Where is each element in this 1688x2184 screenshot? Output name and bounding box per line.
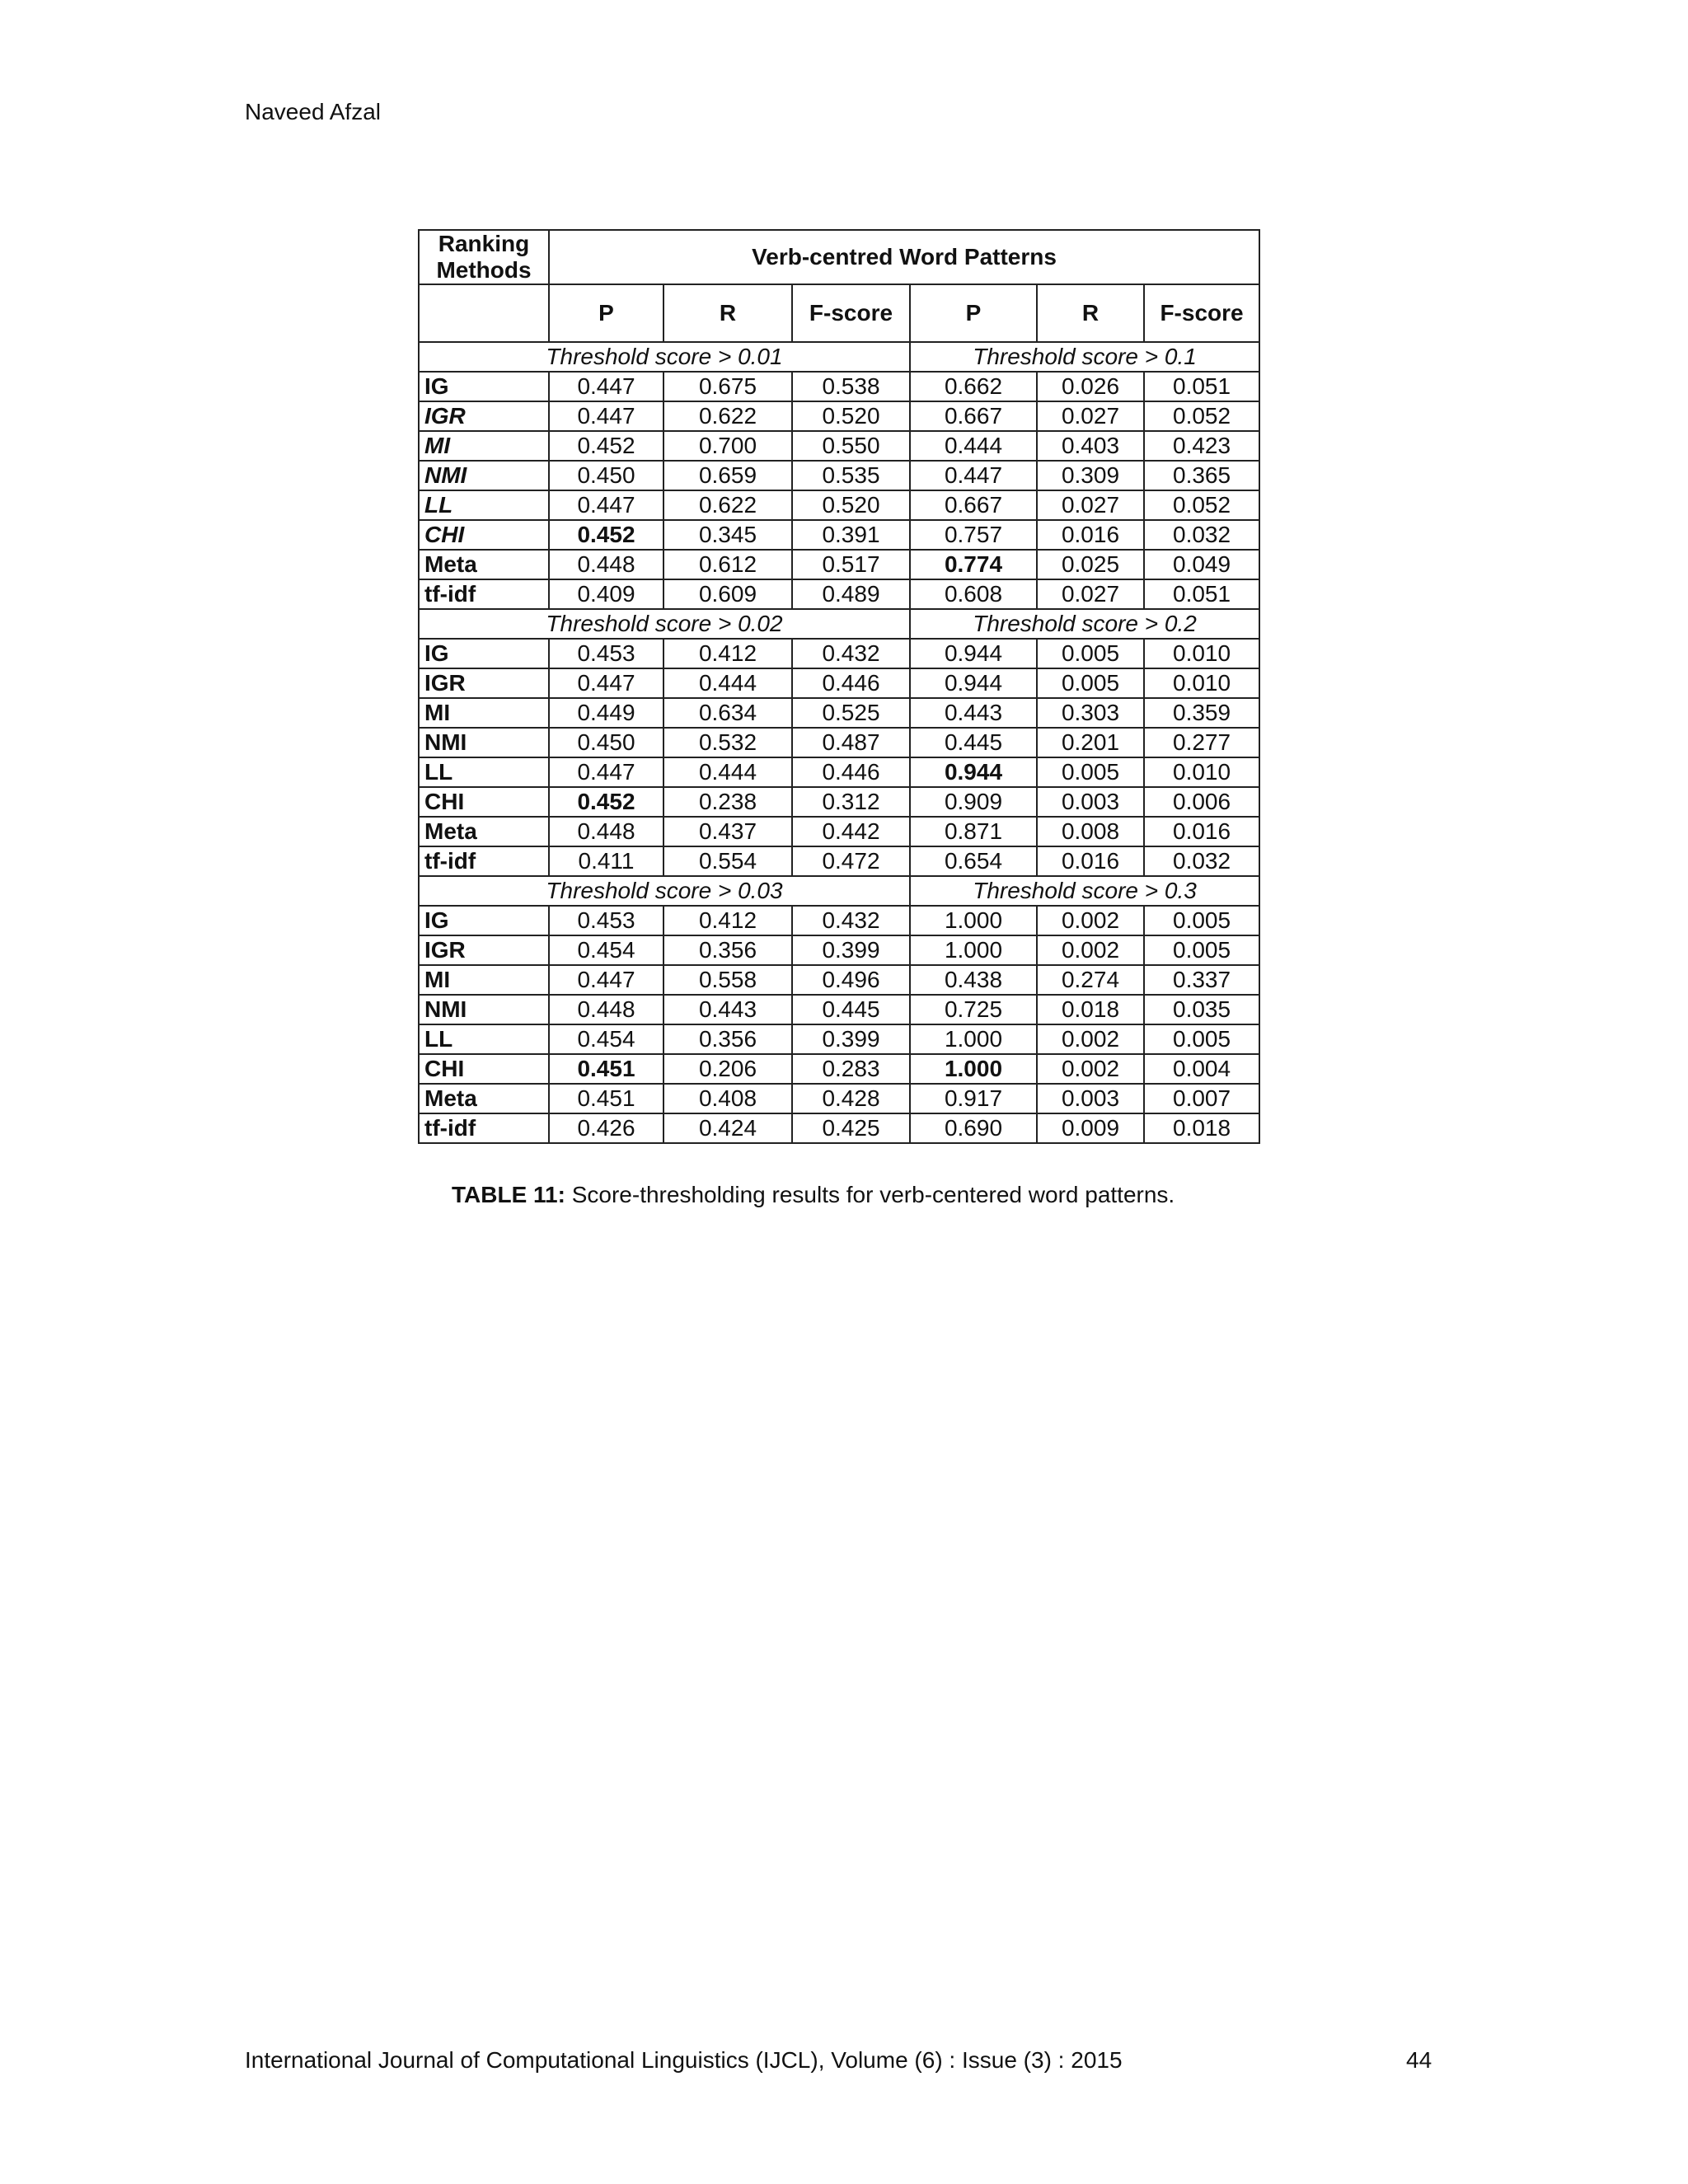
- value-cell: 0.424: [663, 1113, 792, 1143]
- value-cell: 0.428: [792, 1084, 910, 1113]
- value-cell: 0.052: [1144, 490, 1259, 520]
- value-cell: 0.450: [549, 728, 663, 757]
- value-cell: 0.051: [1144, 372, 1259, 401]
- value-cell: 0.007: [1144, 1084, 1259, 1113]
- value-cell: 0.003: [1037, 1084, 1144, 1113]
- value-cell: 0.274: [1037, 965, 1144, 995]
- value-cell: 0.454: [549, 1024, 663, 1054]
- value-cell: 0.449: [549, 698, 663, 728]
- value-cell: 0.027: [1037, 579, 1144, 609]
- value-cell: 0.423: [1144, 431, 1259, 461]
- value-cell: 0.437: [663, 817, 792, 846]
- value-cell: 0.391: [792, 520, 910, 550]
- value-cell: 0.025: [1037, 550, 1144, 579]
- table-row: [419, 728, 1259, 757]
- value-cell: 0.442: [792, 817, 910, 846]
- table-header-row-1: [419, 230, 1259, 284]
- method-cell: LL: [419, 490, 549, 520]
- table-row: [419, 965, 1259, 995]
- value-cell: 0.337: [1144, 965, 1259, 995]
- threshold-label-right: Threshold score > 0.2: [910, 609, 1259, 639]
- value-cell: 0.446: [792, 668, 910, 698]
- value-cell: 0.774: [910, 550, 1037, 579]
- subheader-r-2: R: [1037, 284, 1144, 342]
- value-cell: 0.443: [910, 698, 1037, 728]
- value-cell: 0.399: [792, 1024, 910, 1054]
- value-cell: 0.520: [792, 490, 910, 520]
- method-cell: IGR: [419, 668, 549, 698]
- value-cell: 0.452: [549, 520, 663, 550]
- value-cell: 0.004: [1144, 1054, 1259, 1084]
- value-cell: 0.447: [549, 490, 663, 520]
- value-cell: 1.000: [910, 1054, 1037, 1084]
- value-cell: 0.005: [1144, 1024, 1259, 1054]
- value-cell: 0.201: [1037, 728, 1144, 757]
- caption-text: Score-thresholding results for verb-centered word patterns.: [565, 1182, 1175, 1207]
- value-cell: 0.432: [792, 639, 910, 668]
- value-cell: 0.010: [1144, 639, 1259, 668]
- value-cell: 0.944: [910, 757, 1037, 787]
- value-cell: 0.049: [1144, 550, 1259, 579]
- value-cell: 0.016: [1144, 817, 1259, 846]
- value-cell: 0.003: [1037, 787, 1144, 817]
- value-cell: 0.409: [549, 579, 663, 609]
- value-cell: 0.917: [910, 1084, 1037, 1113]
- value-cell: 0.622: [663, 401, 792, 431]
- value-cell: 0.447: [549, 401, 663, 431]
- value-cell: 0.005: [1037, 757, 1144, 787]
- method-cell: NMI: [419, 995, 549, 1024]
- value-cell: 0.425: [792, 1113, 910, 1143]
- table-row: [419, 995, 1259, 1024]
- running-head: Naveed Afzal: [245, 99, 381, 124]
- value-cell: 0.016: [1037, 846, 1144, 876]
- value-cell: 0.448: [549, 550, 663, 579]
- method-cell: MI: [419, 431, 549, 461]
- method-cell: tf-idf: [419, 846, 549, 876]
- method-cell: IG: [419, 639, 549, 668]
- value-cell: 0.450: [549, 461, 663, 490]
- table-row: [419, 1113, 1259, 1143]
- table-row: [419, 1084, 1259, 1113]
- value-cell: 0.005: [1144, 935, 1259, 965]
- value-cell: 0.238: [663, 787, 792, 817]
- value-cell: 0.659: [663, 461, 792, 490]
- value-cell: 0.032: [1144, 846, 1259, 876]
- value-cell: 0.454: [549, 935, 663, 965]
- value-cell: 0.303: [1037, 698, 1144, 728]
- value-cell: 0.027: [1037, 401, 1144, 431]
- value-cell: 0.052: [1144, 401, 1259, 431]
- value-cell: 0.010: [1144, 757, 1259, 787]
- value-cell: 0.554: [663, 846, 792, 876]
- value-cell: 0.002: [1037, 906, 1144, 935]
- value-cell: 0.016: [1037, 520, 1144, 550]
- value-cell: 0.002: [1037, 935, 1144, 965]
- table-row: [419, 846, 1259, 876]
- value-cell: 0.432: [792, 906, 910, 935]
- value-cell: 0.312: [792, 787, 910, 817]
- value-cell: 0.444: [663, 668, 792, 698]
- table-row: [419, 461, 1259, 490]
- value-cell: 0.725: [910, 995, 1037, 1024]
- ranking-methods-header: Ranking Methods: [419, 230, 549, 284]
- table-row: [419, 906, 1259, 935]
- table-row: [419, 401, 1259, 431]
- method-cell: IGR: [419, 401, 549, 431]
- table-row: [419, 757, 1259, 787]
- value-cell: 0.550: [792, 431, 910, 461]
- table-row: [419, 817, 1259, 846]
- value-cell: 0.445: [910, 728, 1037, 757]
- value-cell: 0.447: [549, 965, 663, 995]
- value-cell: 0.452: [549, 787, 663, 817]
- journal-footer: International Journal of Computational Linguistics (IJCL), Volume (6) : Issue (3) : 2015: [245, 2047, 1123, 2073]
- value-cell: 0.448: [549, 817, 663, 846]
- value-cell: 0.472: [792, 846, 910, 876]
- empty-header-cell: [419, 284, 549, 342]
- value-cell: 0.446: [792, 757, 910, 787]
- table-row: [419, 668, 1259, 698]
- value-cell: 0.448: [549, 995, 663, 1024]
- table-row: [419, 431, 1259, 461]
- value-cell: 0.403: [1037, 431, 1144, 461]
- value-cell: 0.018: [1144, 1113, 1259, 1143]
- value-cell: 0.447: [549, 668, 663, 698]
- method-cell: MI: [419, 965, 549, 995]
- value-cell: 0.006: [1144, 787, 1259, 817]
- value-cell: 0.520: [792, 401, 910, 431]
- value-cell: 0.010: [1144, 668, 1259, 698]
- table-header-row-2: [419, 284, 1259, 342]
- value-cell: 0.453: [549, 639, 663, 668]
- value-cell: 0.634: [663, 698, 792, 728]
- value-cell: 0.426: [549, 1113, 663, 1143]
- table-row: [419, 490, 1259, 520]
- value-cell: 0.447: [549, 372, 663, 401]
- subheader-p-1: P: [549, 284, 663, 342]
- value-cell: 0.356: [663, 935, 792, 965]
- value-cell: 0.451: [549, 1084, 663, 1113]
- value-cell: 0.445: [792, 995, 910, 1024]
- method-cell: tf-idf: [419, 579, 549, 609]
- value-cell: 0.035: [1144, 995, 1259, 1024]
- value-cell: 0.535: [792, 461, 910, 490]
- value-cell: 0.447: [549, 757, 663, 787]
- value-cell: 0.525: [792, 698, 910, 728]
- value-cell: 0.356: [663, 1024, 792, 1054]
- value-cell: 0.002: [1037, 1054, 1144, 1084]
- method-cell: LL: [419, 757, 549, 787]
- value-cell: 0.447: [910, 461, 1037, 490]
- value-cell: 0.675: [663, 372, 792, 401]
- table-row: [419, 787, 1259, 817]
- table-row: [419, 1054, 1259, 1084]
- subheader-f-1: F-score: [792, 284, 910, 342]
- value-cell: 0.443: [663, 995, 792, 1024]
- table-row: [419, 639, 1259, 668]
- results-table: [418, 229, 1260, 1144]
- value-cell: 1.000: [910, 906, 1037, 935]
- value-cell: 0.451: [549, 1054, 663, 1084]
- value-cell: 0.558: [663, 965, 792, 995]
- subheader-r-1: R: [663, 284, 792, 342]
- table-row: [419, 1024, 1259, 1054]
- value-cell: 0.667: [910, 401, 1037, 431]
- caption-label: TABLE 11:: [452, 1182, 565, 1207]
- value-cell: 0.411: [549, 846, 663, 876]
- threshold-row: [419, 342, 1259, 372]
- value-cell: 0.438: [910, 965, 1037, 995]
- method-cell: NMI: [419, 728, 549, 757]
- value-cell: 0.944: [910, 639, 1037, 668]
- table-row: [419, 698, 1259, 728]
- value-cell: 0.002: [1037, 1024, 1144, 1054]
- table-row: [419, 579, 1259, 609]
- method-cell: Meta: [419, 817, 549, 846]
- value-cell: 0.018: [1037, 995, 1144, 1024]
- value-cell: 0.408: [663, 1084, 792, 1113]
- value-cell: 0.871: [910, 817, 1037, 846]
- value-cell: 0.412: [663, 639, 792, 668]
- value-cell: 0.005: [1144, 906, 1259, 935]
- value-cell: 0.612: [663, 550, 792, 579]
- value-cell: 0.359: [1144, 698, 1259, 728]
- value-cell: 0.909: [910, 787, 1037, 817]
- value-cell: 0.005: [1037, 639, 1144, 668]
- value-cell: 0.005: [1037, 668, 1144, 698]
- page-number: 44: [1406, 2047, 1432, 2073]
- method-cell: IGR: [419, 935, 549, 965]
- value-cell: 0.027: [1037, 490, 1144, 520]
- value-cell: 0.283: [792, 1054, 910, 1084]
- value-cell: 0.026: [1037, 372, 1144, 401]
- value-cell: 0.412: [663, 906, 792, 935]
- method-cell: CHI: [419, 520, 549, 550]
- value-cell: 0.690: [910, 1113, 1037, 1143]
- threshold-label-left: Threshold score > 0.03: [419, 876, 910, 906]
- value-cell: 0.487: [792, 728, 910, 757]
- method-cell: CHI: [419, 787, 549, 817]
- value-cell: 0.453: [549, 906, 663, 935]
- value-cell: 0.399: [792, 935, 910, 965]
- value-cell: 1.000: [910, 1024, 1037, 1054]
- value-cell: 0.277: [1144, 728, 1259, 757]
- group-header: Verb-centred Word Patterns: [549, 230, 1259, 284]
- method-cell: LL: [419, 1024, 549, 1054]
- value-cell: 0.608: [910, 579, 1037, 609]
- subheader-f-2: F-score: [1144, 284, 1259, 342]
- value-cell: 0.622: [663, 490, 792, 520]
- value-cell: 0.444: [663, 757, 792, 787]
- value-cell: 0.609: [663, 579, 792, 609]
- method-cell: Meta: [419, 1084, 549, 1113]
- table-row: [419, 520, 1259, 550]
- method-cell: MI: [419, 698, 549, 728]
- method-cell: tf-idf: [419, 1113, 549, 1143]
- value-cell: 1.000: [910, 935, 1037, 965]
- value-cell: 0.700: [663, 431, 792, 461]
- threshold-row: [419, 876, 1259, 906]
- value-cell: 0.489: [792, 579, 910, 609]
- value-cell: 0.444: [910, 431, 1037, 461]
- value-cell: 0.944: [910, 668, 1037, 698]
- value-cell: 0.532: [663, 728, 792, 757]
- table-row: [419, 372, 1259, 401]
- value-cell: 0.538: [792, 372, 910, 401]
- threshold-label-right: Threshold score > 0.1: [910, 342, 1259, 372]
- value-cell: 0.345: [663, 520, 792, 550]
- value-cell: 0.365: [1144, 461, 1259, 490]
- table-caption: [452, 1182, 1175, 1208]
- subheader-p-2: P: [910, 284, 1037, 342]
- value-cell: 0.206: [663, 1054, 792, 1084]
- threshold-label-left: Threshold score > 0.01: [419, 342, 910, 372]
- threshold-label-right: Threshold score > 0.3: [910, 876, 1259, 906]
- value-cell: 0.496: [792, 965, 910, 995]
- value-cell: 0.309: [1037, 461, 1144, 490]
- value-cell: 0.032: [1144, 520, 1259, 550]
- method-cell: CHI: [419, 1054, 549, 1084]
- method-cell: NMI: [419, 461, 549, 490]
- method-cell: IG: [419, 372, 549, 401]
- table-row: [419, 935, 1259, 965]
- threshold-label-left: Threshold score > 0.02: [419, 609, 910, 639]
- value-cell: 0.667: [910, 490, 1037, 520]
- method-cell: Meta: [419, 550, 549, 579]
- value-cell: 0.517: [792, 550, 910, 579]
- value-cell: 0.009: [1037, 1113, 1144, 1143]
- value-cell: 0.452: [549, 431, 663, 461]
- value-cell: 0.757: [910, 520, 1037, 550]
- value-cell: 0.008: [1037, 817, 1144, 846]
- threshold-row: [419, 609, 1259, 639]
- value-cell: 0.051: [1144, 579, 1259, 609]
- value-cell: 0.654: [910, 846, 1037, 876]
- method-cell: IG: [419, 906, 549, 935]
- value-cell: 0.662: [910, 372, 1037, 401]
- table-row: [419, 550, 1259, 579]
